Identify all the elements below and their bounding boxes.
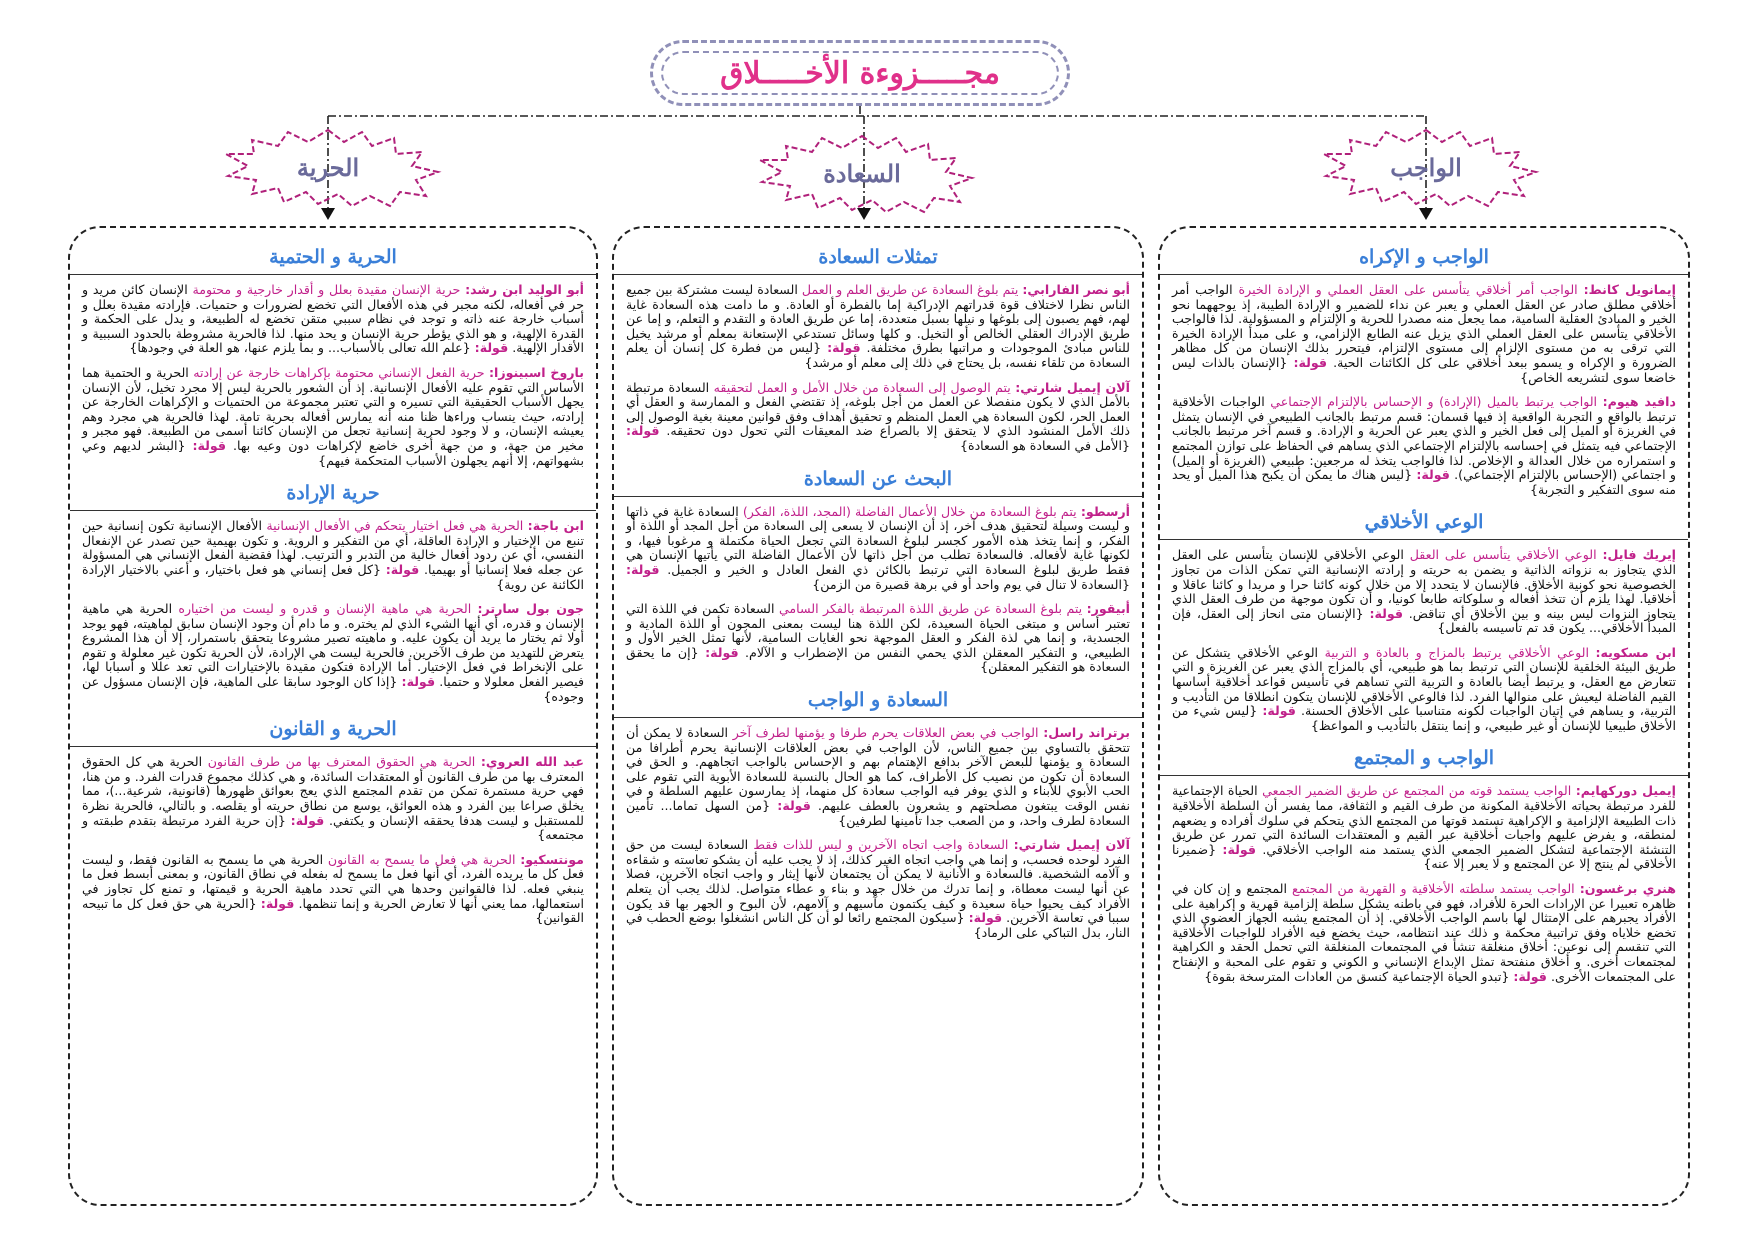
philosopher-name: إيميل دوركهايم: <box>1575 783 1676 799</box>
thesis-body: الأفعال الإنسانية تكون إنسانية حين تنبع من الإختيار و الإرادة العاقلة، أي من التفكير و الروية. و تكون بهيمية حين تصدر عن الإنفعال النفسي، أي عن ردود أفعال خالية من التدبر و الترتيب. لهذا فقضية الفعل الإنساني هي المسؤولة عن جعله فعلا إنسانيا أو بهيميا. <box>82 518 584 577</box>
thesis-headline: يتم بلوغ السعادة عن طريق العلم و العمل <box>801 282 1019 297</box>
quote-label: قولة: <box>1513 968 1547 984</box>
philosopher-name: ابن باجة: <box>527 518 584 534</box>
philosopher-entry <box>626 381 1130 454</box>
quote-text: {علم الله تعالى بالأسباب... و بما يلزم عنها، هو العلة في وجودها} <box>129 340 471 356</box>
page-title: مجـــــزوءة الأخـــــلاق <box>720 55 1000 91</box>
quote-text: {سيكون المجتمع رائعا لو أن كل الناس انشغلوا بوضع الحطب في النار، بدل التباكي على الرماد} <box>626 910 1130 940</box>
thesis-headline: الواجب في بعض العلاقات يحرم طرفا و يؤمنها لطرف آخر <box>732 725 1039 741</box>
philosopher-entry <box>626 602 1130 675</box>
quote-label: قولة: <box>260 895 295 911</box>
philosopher-entry <box>626 505 1130 593</box>
thesis-body: السعادة ليست من حق الفرد لوحده فحسب، و إنما هي واجب اتجاه الغير كذلك، إذ لا يجب عليه أن يشكو تعاسته و شقاءه و آلامه الشخصية. فالسعادة و الأنانية لا يمكن أن يجتمعان لأنها إيثار و واجب اتجاه الآخرين، فصلا عن أنها ليست معطاة، و إنما تدرك من خلال جهد و بناء و عطاء متواصل. لذلك يجب أن يتعلم الأفراد كيف يحيوا حياة سعيدة و كيف يكتمون مآسيهم و آلامهم، لأن البوح و الجهر بها قد يكون سببا في تعاسة الآخرين. <box>626 837 1131 926</box>
thesis-body: السعادة ليست مشتركة بين جميع الناس نظرا لاختلاف قوة قدراتهم الإدراكية إما بالفطرة أو العادة. و ما دامت هذه السعادة غاية لهم، فهم يصبون إلى بلوغها و نيلها بسبل متعددة، إما عن طريق العادة و التقدم و التعلم، و إما عن طريق الإدراك العقلي الخالص أو التخيل. و كلها وسائل تستدعي الإستعانة بمعلم أو مرشد يخيل للناس مبادئ الموجودات و مراتبها بطرق مختلفة. <box>626 282 1130 356</box>
philosopher-name: أرسطو: <box>1080 503 1130 519</box>
philosopher-name: إيمانويل كانط: <box>1583 282 1676 297</box>
section-title: الحرية و القانون <box>70 714 596 747</box>
philosopher-name: جون بول سارتر: <box>477 601 584 617</box>
quote-label: قولة: <box>401 674 436 690</box>
column-duty <box>1158 226 1690 1206</box>
thesis-headline: يتم بلوغ السعادة من خلال الأعمال الفاضلة (المجد، اللذة، الفكر) <box>742 503 1077 519</box>
branch-label-freedom: الحرية <box>296 152 360 182</box>
section-title: السعادة و الواجب <box>614 685 1142 718</box>
philosopher-entry <box>82 853 584 926</box>
quote-label: قولة: <box>1293 354 1328 370</box>
thesis-headline: الوعي الأخلاقي يرتبط بالمزاج و بالعادة و التربية <box>1324 644 1589 660</box>
quote-text: {ليس من فطرة كل إنسان أن يعلم السعادة من تلقاء نفسه، بل يحتاج في ذلك إلى معلم أو مرشد} <box>626 340 1130 370</box>
thesis-headline: الوعي الأخلاقي يتأسس على العقل <box>1409 547 1597 563</box>
thesis-headline: الواجب يستمد قوته من المجتمع عن طريق الضمير الجمعي <box>1262 783 1572 799</box>
section-title: تمثلات السعادة <box>614 242 1142 275</box>
quote-text: {السعادة لا تنال في يوم واحد أو في برهة قصيرة من الزمن} <box>812 576 1130 592</box>
philosopher-entry <box>1172 646 1676 734</box>
philosopher-name: أبو نصر الفارابي: <box>1022 282 1130 297</box>
thesis-headline: حرية الإنسان مقيدة بعلل و أقدار خارجية و محتومة <box>192 282 461 297</box>
quote-text: {تبدو الحياة الإجتماعية كنسق من العادات المترسخة بقوة} <box>1204 968 1510 984</box>
thesis-headline: الواجب أمر أخلاقي يتأسس على العقل العملي و الإرادة الخيرة <box>1238 282 1578 297</box>
thesis-headline: الواجب يستمد سلطته الأخلاقية و القهرية من المجتمع <box>1291 881 1575 896</box>
quote-label: قولة: <box>968 910 1003 926</box>
philosopher-name: باروخ اسبينوزا: <box>488 364 584 380</box>
arrow-right-icon <box>1419 208 1433 220</box>
philosopher-entry <box>626 726 1130 828</box>
quote-label: قولة: <box>1416 467 1450 483</box>
thesis-headline: يتم بلوغ السعادة عن طريق اللذة المرتبطة بالفكر السامي <box>778 601 1083 617</box>
quote-label: قولة: <box>192 437 227 453</box>
philosopher-entry <box>82 519 584 592</box>
branch-happiness <box>746 132 978 214</box>
philosopher-name: دافيد هيوم: <box>1602 394 1676 410</box>
thesis-headline: الواجب يرتبط بالميل (الإرادة) و الإحساس بالإلتزام الإجتماعي <box>1270 394 1598 410</box>
quote-text: {إن حرية الفرد مرتبطة بتقدم طبقته و مجتمعه} <box>82 812 584 843</box>
quote-text: {من السهل تماما... تأمين السعادة لطرف واحد، و من الصعب جدا تأمينها لطرفين} <box>626 798 1130 828</box>
quote-label: قولة: <box>705 644 739 660</box>
thesis-body: السعادة مرتبطة بالأمل الذي لا يكون منفصلا عن العمل من أجل بلوغه، إذ تقتضي الفعل و الممارسة و العقل أي العمل الحر، لكون السعادة هي العمل المنظم و تحقيق أهداف وفق قوانين معينة بغية الوصول إلى ذلك الأمل المنشود الذي لا يتحقق إلا بالصراع ضد المعيقات التي تحول دون تحقيقه. <box>626 379 1130 439</box>
quote-label: قولة: <box>827 340 861 356</box>
quote-text: {إن ما يحقق السعادة هو التفكير المعقلن} <box>626 644 1130 675</box>
thesis-headline: يتم الوصول إلى السعادة من خلال الأمل و العمل لتحقيقه <box>713 379 1011 395</box>
philosopher-name: ابن مسكويه: <box>1595 644 1677 660</box>
philosopher-name: آلان إيميل شارتي: <box>1013 837 1130 853</box>
quote-label: قولة: <box>1222 841 1256 857</box>
quote-text: {الإنسان متى انحاز إلى العقل، فإن المبدأ الأخلاقي... يكون قد تم تأسيسه بالفعل} <box>1172 605 1676 636</box>
thesis-body: الواجبات الأخلاقية ترتبط بالواقع و التجربة الواقعية إذ فيها قسمان: قسم مرتبط بالجانب الطبيعي في الإنسان يتمثل في الغريزة أو الميل إلى فعل الخير و الذي يعبر عن الحرية و الإرادة. و قسم آخر مرتبط بالجانب الإجتماعي فيه يتمثل في إحساسه بالإلتزام الإجتماعي الذي يساهم في الحفاظ على توازن المجتمع و استمراره من خلال العدالة و الإخلاص. لذا فالواجب يتخذ له مرجعين: طبيعي (الغريزة أو الميل) و اجتماعي (الإحساس بالإلتزام الإجتماعي). <box>1172 394 1676 483</box>
thesis-headline: الحرية هي الحقوق المعترف بها من طرف القانون <box>207 754 476 770</box>
quote-label: قولة: <box>1369 605 1404 621</box>
branch-label-duty: الواجب <box>1390 152 1462 182</box>
thesis-body: الحرية هي ما يسمح به القانون فقط، و ليست فعل كل ما يريده الفرد، أي أنها فعل ما يسمح له بفعله في نطاق القانون، و بمعنى أبسط فعل ما ينبغي فعله. لذا فالقوانين وحدها هي التي تحدد ماهية الحرية و قيمتها، و تمنع كل تجاوز في استعمالها، مما يعني أنها لا تعارض الحرية و إنما تنظمها. <box>82 851 584 911</box>
quote-label: قولة: <box>474 340 509 356</box>
section-title: الواجب و المجتمع <box>1160 743 1688 776</box>
thesis-body: الواجب أمر أخلاقي مطلق صادر عن العقل العملي و يعبر عن نداء للضمير و الإرادة الطيبة، إذ يوجههما نحو الخير و المبادئ العقلية السامية، مما يجعل منه مصدرا للحرية و الإلتزام و المسؤولية. لذا فالواجب الأخلاقي يتأسس على العقل العملي الذي يزيل عنه الطابع الإلزامي، و على مبدأ الإرادة الخيرة التي ترقى به من مستوى الإلزام إلى مستوى الإلتزام، فيتحرر بذلك الإنسان من كل مظاهر الضرورة و الإكراه و يسمو ببعد أخلاقي على كل الكائنات الحية. <box>1172 282 1676 370</box>
thesis-body: الحرية هي ماهية الإنسان و قدره، أي أنها الشيء الذي لم يختره. و ما دام أن وجود الإنسان سابق لماهيته، فهو يوجد أولا ثم يختار ما يريد أن يكون عليه. و ماهيته تصير مشروعا يتحقق باستمرار، إلا أن هذا المشروع يتعرض للتهديد من طرف الآخرين. فالحرية ليست هي الإرادة، لأن الحرية تكون غير معلولة و تقوم على الإنخراط في فعل الإختيار. أما الإرادة فتكون مقيدة بالإختيارات التي تعد عللا و أسبابا لها، فيصير الفعل معلولا و حتميا. <box>82 601 584 690</box>
thesis-body: الوعي الأخلاقي للإنسان يتأسس على العقل الذي يتجاوز به نزواته الذاتية و يضمن به حريته و إرادته الإنسانية التي تمكن الذات من تجاوز الخصوصية نحو كونية الأخلاق. فالإنسان لا يتحدد إلا من خلال كونه كائنا حرا و مريدا و كائنا عاقلا و أخلاقيا. لهذا يلزم أن تتخذ أفعاله و سلوكاته طابعا كونيا، و أن تكون موجهة من طرف العقل الذي يتجاوز النزوات ليس بينه و بين الأخلاق أي تناقض. <box>1172 547 1676 621</box>
quote-label: قولة: <box>626 423 660 439</box>
philosopher-entry <box>82 283 584 356</box>
philosopher-name: برتراند راسل: <box>1043 725 1130 741</box>
quote-label: قولة: <box>1262 703 1296 719</box>
philosopher-entry <box>82 366 584 468</box>
section-title: حرية الإرادة <box>70 478 596 511</box>
philosopher-entry <box>1172 395 1676 497</box>
philosopher-name: هنري برغسون: <box>1579 881 1676 896</box>
branch-freedom <box>212 126 444 208</box>
thesis-body: الوعي الأخلاقي يتشكل عن طريق البيئة الخلقية للإنسان التي ترتبط بما هو طبيعي، أي بالمزاج الذي يعبر عن الغريزة و التي تتعارض مع العقل، و يرتبط أيضا بالعادة و التربية التي تساهم في تأسيس قواعد أخلاقية أساسها القيم الفاضلة ليعيش على منوالها الفرد. لذا فالوعي الأخلاقي للإنسان يتكون انطلاقا من التأديب و التربية، و يساهم في إتيان الواجبات لكونه متناسبا على الأخلاق الحسنة. <box>1172 644 1676 719</box>
section-title: الحرية و الحتمية <box>70 242 596 275</box>
philosopher-entry <box>626 283 1130 371</box>
thesis-body: الحياة الإجتماعية للفرد مرتبطة بحياته الأخلاقية المكونة من طرف القيم و الثقافة، مما يفسر أن السلطة الأخلاقية ذات الطبيعة الإلزامية و الإكراهية تستمد قوتها من المجتمع الذي يتحكم في سلوك أفراده و يضعهم لمنطقه، و يفرض عليهم واجبات أخلاقية عبر القيم و المعتقدات السائدة التي تمرر عن طريق التنشئة الإجتماعية لتشكل الضمير الجمعي الذي يستمد منه الواجب الأخلاقي. <box>1172 783 1676 857</box>
philosopher-entry <box>1172 784 1676 872</box>
thesis-headline: الحرية هي ماهية الإنسان و قدره و ليست من اختياره <box>178 601 472 617</box>
philosopher-entry <box>626 838 1130 940</box>
philosopher-entry <box>1172 548 1676 636</box>
quote-text: {ليس هناك ما يمكن أن يكبح هذا الميل أو يحد منه سوى التفكير و التجربة} <box>1172 467 1676 497</box>
column-happiness <box>612 226 1144 1206</box>
quote-text: {الأمل في السعادة هو السعادة} <box>959 437 1130 453</box>
thesis-body: الحرية و الحتمية هما الأساس التي تقوم عليه الأفعال الإنسانية. إذ أن الشعور بالحرية ليس إلا مجرد تخيل، لأن الإنسان يجهل الأسباب الحقيقية التي تسيره و التي تعتبر مجموعة من الحتميات و الإكراهات الخارجة عن إرادته، حيث ينساب وراءها ظنا منه أنه يمارس أفعاله بحرية تامة. لهذا فالحرية هي مجرد وهم يعيشه الإنسان، و لا وجود لحرية إنسانية تجعل من الإنسان كائنا أسمى من الطبيعة. فهو مجبر و مخير من جهة، و من جهة أخرى خاضع لإكراهات دون وعيه بها. <box>82 364 584 453</box>
thesis-body: الحرية هي كل الحقوق المعترف بها من طرف القانون أو المعتقدات السائدة، و هي كذلك مجموع قدرات الفرد. و من هنا، فهي حرية مستمرة تمكن من تقدم المجتمع الذي يعج بعوائق ظهورها (قانونية، شرعية...)، مما يخلق صراعا بين الفرد و هذه العوائق، يوسع من نطاق حريته أو يقلصه. و بالتالي، فالحرية نظرة للمستقبل و ليست هدفا يحققه الإنسان و يكتفي. <box>82 754 584 828</box>
section-title: البحث عن السعادة <box>614 464 1142 497</box>
quote-text: {إذا كان الوجود سابقا على الماهية، فإن الإنسان مسؤول عن وجوده} <box>82 674 584 704</box>
section-title: الواجب و الإكراه <box>1160 242 1688 275</box>
quote-text: {ليس شيء من الأخلاق طبيعيا للإنسان أو غير طبيعي، و إنما ينتقل بالتأديب و المواعظ} <box>1172 703 1676 733</box>
philosopher-entry <box>1172 882 1676 984</box>
quote-text: {كل فعل إنساني هو فعل باختيار، و أعني بالاختيار الإرادة الكائنة عن روية} <box>82 561 584 592</box>
column-freedom <box>68 226 598 1206</box>
quote-label: قولة: <box>626 561 660 577</box>
quote-label: قولة: <box>290 812 325 828</box>
thesis-headline: حرية الفعل الإنساني محتومة بإكراهات خارجة عن إرادته <box>193 364 485 380</box>
quote-label: قولة: <box>385 561 420 577</box>
thesis-body: المجتمع و إن كان في ظاهره تعبيرا عن الإرادات الحرة للأفراد، فهو في باطنه يشكل سلطة إلزامية قهرية و إكراهية على الأفراد يجبرهم على الإمتثال لها باسم الواجب الأخلاقي. إذ أن المجتمع يشبه الجهاز العضوي الذي تخضع خلاياه وفق تراتبية محكمة و ذلك عند انتظامه، حيث يخضع فيه الأفراد للواجبات الأخلاقية التي تنقسم إلى نوعين: أخلاق منغلقة تنشأ في المجتمعات المنغلقة التي تحمل الحقد و الكراهية لمجتمعات أخرى. و أخلاق منفتحة تمثل الإبداع الإنساني و الكوني و تقوم على المحبة و الإنفتاح على المجتمعات الأخرى. <box>1172 881 1676 984</box>
philosopher-name: مونتسكيو: <box>520 851 584 867</box>
quote-text: {الإنسان بالذات ليس خاضعا سوى لتشريعه الخاص} <box>1172 354 1676 385</box>
thesis-body: الإنسان كائن مريد و حر في أفعاله، لكنه مجبر في هذه الأفعال التي تخضع لضرورات و حتميات. فإرادته مقيدة بعلل و أسباب خارجة عنه ذاته و توجد في نظام سببي متقن تخضع له الطبيعة، و يدل على الحكمة و القدرة الإلهية، و هو الذي يؤطر حرية الإنسان و يحد منها. لذا فالحرية مشروطة بالحدود السببية و الأقدار الإلهية. <box>82 282 584 356</box>
philosopher-name: أبيقور: <box>1086 601 1130 617</box>
thesis-headline: السعادة واجب اتجاه الآخرين و ليس للذات فقط <box>753 837 1009 853</box>
philosopher-name: أبو الوليد ابن رشد: <box>465 282 584 297</box>
philosopher-name: عبد الله العروي: <box>480 754 584 770</box>
thesis-body: السعادة غاية في ذاتها و ليست وسيلة لتحقيق هدف آخر، إذ أن الإنسان لا يسعى إلى السعادة من أجل المجد أو اللذة أو الفكر، و إنما يتخذ هذه الأمور كجسر لبلوغ السعادة التي تجعل الحياة مكتملة و مرغوبا فيها، و لكونها غاية لأفعاله. فالسعادة تطلب من أجل ذاتها لأن الأعمال الفاضلة التي يأتيها الإنسان هي فقط طريق لبلوغ السعادة التي ترتبط بالكائن ذي الفعل العادل و الخير و الجميل. <box>626 503 1130 577</box>
quote-text: {البشر لديهم وعي بشهواتهم، إلا أنهم يجهلون الأسباب المتحكمة فيهم} <box>82 437 584 468</box>
quote-text: {الحرية هي حق فعل كل ما تبيحه القوانين} <box>82 895 584 926</box>
section-title: الوعي الأخلاقي <box>1160 507 1688 540</box>
arrow-left-icon <box>321 208 335 220</box>
thesis-headline: الحرية هي فعل ما يسمح به القانون <box>327 851 516 867</box>
branch-label-happiness: السعادة <box>823 158 901 188</box>
philosopher-entry <box>82 602 584 704</box>
philosopher-entry <box>82 755 584 843</box>
quote-text: {ضميرنا الأخلاقي لم ينتج إلا عن المجتمع و لا يعبر إلا عنه} <box>1172 841 1676 872</box>
philosopher-name: آلان إيميل شارتي: <box>1015 379 1130 395</box>
branch-duty <box>1310 126 1542 208</box>
thesis-headline: الحرية هي فعل اختيار يتحكم في الأفعال الإنسانية <box>266 518 524 534</box>
thesis-body: السعادة لا يمكن أن تتحقق بالتساوي بين جميع الناس، لأن الواجب في بعض العلاقات الإنسانية يحرم أطرافا من السعادة و يؤمنها للبعض الآخر بدافع الإهتمام بهم و الإحساس بالواجب اتجاههم. و الحق في السعادة أن تكون من نصيب كل الأطراف، كما هو الحال بالنسبة للسعادة الأبوية التي تقوم على الحب الأبوي للأبناء و الذي يوفر فيه الواجب سعادة كل منهما، إذ يمارسون عليهم السلطة و في نفس الوقت يبتغون مصلحتهم و يشعرون بالعطف عليهم. <box>626 725 1130 814</box>
thesis-body: السعادة تكمن في اللذة التي تعتبر أساس و مبتغى الحياة السعيدة، لكن اللذة هنا ليست بمعنى المجون أو اللذة المادية و الجسدية، و إنما هي لذة الفكر و العقل الموجهة نحو الغايات السامية، لأنها تمثل الخير الأول و الطبيعي، و التفكير المعقلن الذي يحمي النفس من الإضطراب و الآلام. <box>626 601 1130 660</box>
quote-label: قولة: <box>777 798 811 814</box>
philosopher-name: إيريك فايل: <box>1602 547 1676 563</box>
philosopher-entry <box>1172 283 1676 385</box>
